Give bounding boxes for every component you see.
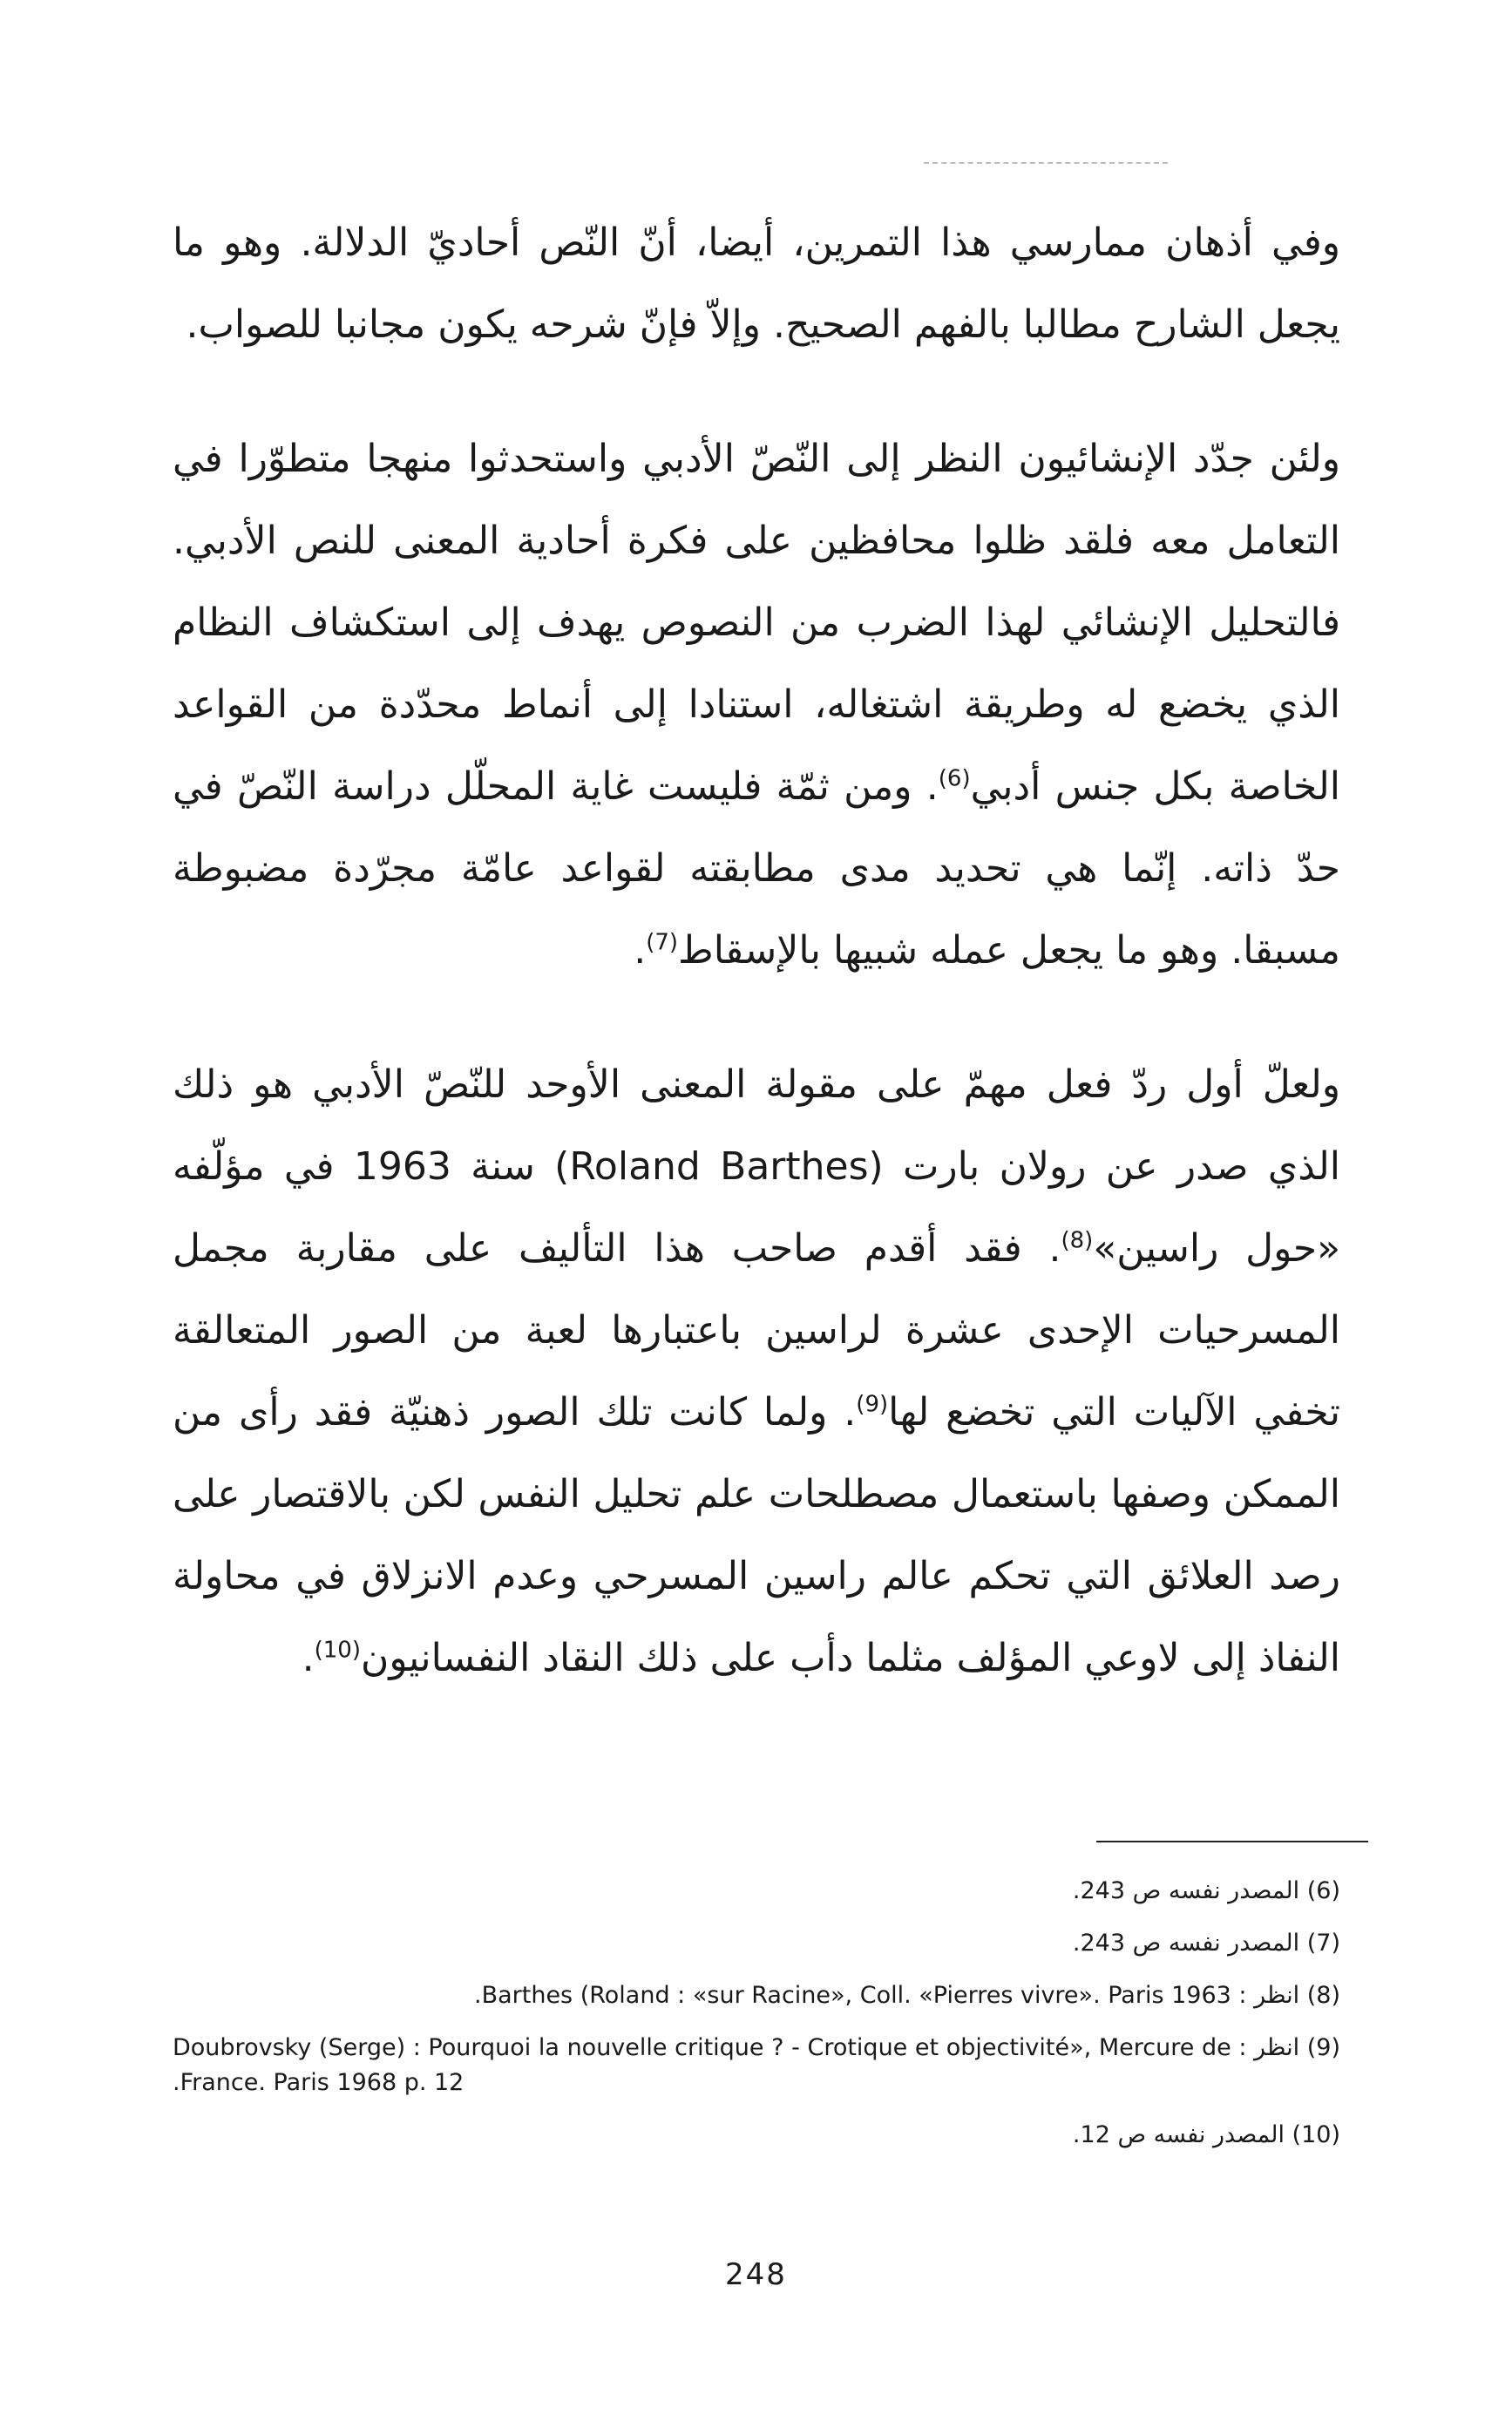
- footnote-7: (7) المصدر نفسه ص 243.: [1072, 1930, 1340, 1957]
- paragraph-text: وفي أذهان ممارسي هذا التمرين، أيضا، أنّ النّص أحاديّ الدلالة. وهو ما يجعل الشارح مطالبا بالفهم الصحيح. وإلاّ فإنّ شرحه يكون مجانبا للصواب.: [173, 220, 1340, 347]
- latin-name: (Roland Barthes): [554, 1144, 884, 1189]
- footnote-ref-10: (10): [314, 1637, 361, 1664]
- footnote-ref-8: (8): [1061, 1227, 1094, 1254]
- paragraph-2: [173, 418, 1340, 992]
- paragraph-text: سنة 1963 في مؤلّفه «حول راسين»: [173, 1144, 1340, 1271]
- main-text: [173, 202, 1340, 1699]
- top-dashed-rule: [924, 162, 1168, 164]
- paragraph-text: .: [302, 1636, 315, 1680]
- page-number: 248: [725, 2257, 787, 2292]
- footnote-6: (6) المصدر نفسه ص 243.: [1072, 1877, 1340, 1904]
- footnote-ref-7: (7): [646, 929, 679, 956]
- footnote-9: (9) انظر : Doubrovsky (Serge) : Pourquoi la nouvelle critique ? - Crotique et objectivité», Mercure de France. Paris 1968 p. 12.: [173, 2034, 1340, 2096]
- paragraph-text: ولئن جدّد الإنشائيون النظر إلى النّصّ الأدبي واستحدثوا منهجا متطوّرا في التعامل معه فلقد ظلوا محافظين على فكرة أحادية المعنى للنص الأدبي. فالتحليل الإنشائي لهذا الضرب من النصوص يهدف إلى استكشاف النظام الذي يخضع له وطريقة اشتغاله، استنادا إلى أنماط محدّدة من القواعد الخاصة بكل جنس أدبي: [173, 437, 1340, 809]
- paragraph-text: ولعلّ أول ردّ فعل مهمّ على مقولة المعنى الأوحد للنّصّ الأدبي هو ذلك الذي صدر عن رولان بارت: [173, 1062, 1340, 1189]
- paragraph-1: [173, 202, 1340, 366]
- paragraph-text: . ومن ثمّة فليست غاية المحلّل دراسة النّصّ في حدّ ذاته. إنّما هي تحديد مدى مطابقته لقواعد عامّة مجرّدة مضبوطة مسبقا. وهو ما يجعل عمله شبيها بالإسقاط: [173, 764, 1340, 973]
- footnote-rule: [1096, 1841, 1368, 1842]
- footnote-ref-9: (9): [856, 1391, 889, 1418]
- paragraph-text: .: [634, 928, 647, 973]
- footnotes: [173, 1874, 1340, 2170]
- footnote-10: (10) المصدر نفسه ص 12.: [1072, 2121, 1340, 2148]
- paragraph-3: [173, 1044, 1340, 1699]
- footnote-ref-6: (6): [938, 765, 971, 792]
- paragraph-text: . فقد أقدم صاحب هذا التأليف على مقاربة مجمل المسرحيات الإحدى عشرة لراسين باعتبارها لعبة من الصور المتعالقة تخفي الآليات التي تخضع لها: [173, 1226, 1340, 1435]
- footnote-8: (8) انظر : Barthes (Roland : «sur Racine», Coll. «Pierres vivre». Paris 1963.: [473, 1982, 1340, 2009]
- paragraph-text: . ولما كانت تلك الصور ذهنيّة فقد رأى من الممكن وصفها باستعمال مصطلحات علم تحليل النفس لكن بالاقتصار على رصد العلائق التي تحكم عالم راسين المسرحي وعدم الانزلاق في محاولة النفاذ إلى لاوعي المؤلف مثلما دأب على ذلك النقاد النفسانيون: [173, 1390, 1340, 1680]
